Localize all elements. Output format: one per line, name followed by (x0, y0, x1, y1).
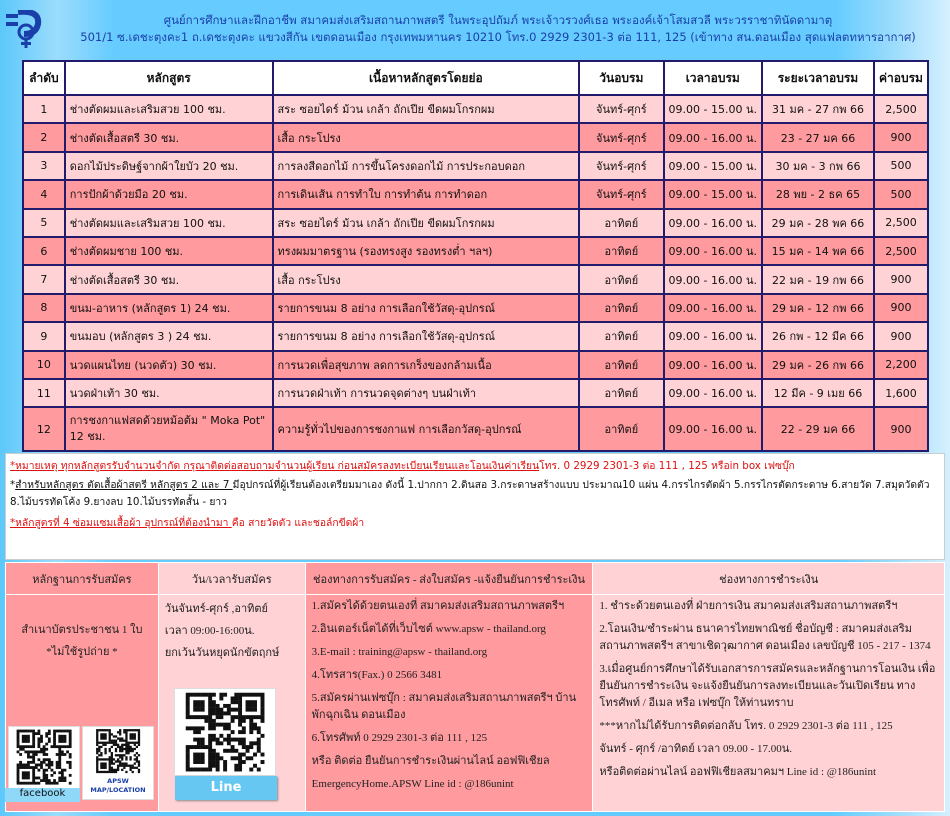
header-address: 501/1 ซ.เดชะตุงคะ1 ถ.เดชะตุงคะ แขวงสีกัน เขตดอนเมือง กรุงเทพมหานคร 10210 โทร.0 2929 2301-3 ต่อ 111, 125 (เข้าทาง สน.ดอนเมือง สุดแฟลตทหารอากาศ) (80, 30, 916, 44)
cell-day: อาทิตย์ (579, 209, 663, 237)
course-row (23, 322, 928, 350)
note-limited-seats (10, 458, 940, 475)
cell-course: ช่างตัดผมและเสริมสวย 100 ชม. (65, 95, 273, 123)
channel-item: หรือ ติดต่อ ยืนยันการชำระเงินผ่านไลน์ ออฟฟิเชียล (311, 755, 550, 767)
header-hours: วัน/เวลารับสมัคร (158, 563, 305, 595)
evidence-no-photo: *ไม่ใช้รูปถ่าย * (46, 646, 118, 658)
cell-no: 2 (23, 123, 65, 151)
cell-period: 15 มค - 14 พค 66 (762, 237, 874, 265)
col-header-period: ระยะเวลาอบรม (762, 61, 874, 95)
cell-content: ความรู้ทั่วไปของการชงกาแฟ การเลือกวัสดุ-อุปกรณ์ (273, 407, 580, 451)
cell-day: อาทิตย์ (579, 237, 663, 265)
course-row (23, 123, 928, 151)
cell-period: 12 มีค - 9 เมย 66 (762, 379, 874, 407)
association-logo-icon (6, 10, 42, 50)
cell-content: สระ ซอยไดร์ ม้วน เกล้า ถักเปีย ขีดผมโกรกผม (273, 95, 580, 123)
course-row (23, 265, 928, 293)
col-header-time: เวลาอบรม (664, 61, 762, 95)
cell-period: 22 มค - 19 กพ 66 (762, 265, 874, 293)
cell-fee: 2,500 (874, 237, 928, 265)
cell-time: 09.00 - 16.00 น. (664, 322, 762, 350)
notes-box (5, 453, 945, 560)
cell-content: เสื้อ กระโปรง (273, 123, 580, 151)
header-evidence: หลักฐานการรับสมัคร (6, 563, 159, 595)
cell-day: อาทิตย์ (579, 351, 663, 379)
cell-time: 09.00 - 16.00 น. (664, 294, 762, 322)
payment-item: 1. ชำระด้วยตนเองที่ ฝ่ายการเงิน สมาคมส่งเสริมสถานภาพสตรีฯ (599, 600, 898, 612)
cell-day: จันทร์-ศุกร์ (579, 123, 663, 151)
cell-no: 3 (23, 152, 65, 180)
course-table (22, 60, 929, 452)
cell-fee: 2,500 (874, 95, 928, 123)
cell-content: การนวดฝ่าเท้า การนวดจุดต่างๆ บนฝ่าเท้า (273, 379, 580, 407)
line-qr-code[interactable] (174, 688, 276, 776)
col-header-day: วันอบรม (579, 61, 663, 95)
cell-period: 26 กพ - 12 มีค 66 (762, 322, 874, 350)
cell-course: การปักผ้าด้วยมือ 20 ชม. (65, 180, 273, 208)
cell-no: 9 (23, 322, 65, 350)
course-row (23, 95, 928, 123)
course-row (23, 351, 928, 379)
channel-item: EmergencyHome.APSW Line id : @186unint (311, 778, 514, 790)
cell-day: จันทร์-ศุกร์ (579, 95, 663, 123)
cell-content: สระ ซอยไดร์ ม้วน เกล้า ถักเปีย ขีดผมโกรกผม (273, 209, 580, 237)
cell-period: 28 พย - 2 ธค 65 (762, 180, 874, 208)
cell-day: อาทิตย์ (579, 294, 663, 322)
cell-period: 29 มค - 12 กพ 66 (762, 294, 874, 322)
cell-fee: 2,500 (874, 209, 928, 237)
table-header-row (23, 61, 928, 95)
col-header-course: หลักสูตร (65, 61, 273, 95)
cell-time: 09.00 - 15.00 น. (664, 180, 762, 208)
channel-item[interactable]: 3.E-mail : training@apsw - thailand.org (311, 646, 488, 658)
cell-no: 4 (23, 180, 65, 208)
hours-except: ยกเว้นวันหยุดนักขัตฤกษ์ (164, 647, 280, 659)
cell-course: การชงกาแฟสดด้วยหม้อต้ม " Moka Pot" 12 ชม. (65, 407, 273, 451)
payment-item: หรือติดต่อผ่านไลน์ ออฟฟิเชียลสมาคมฯ Line id : @186unint (599, 766, 877, 778)
cell-course: ช่างตัดผมและเสริมสวย 100 ชม. (65, 209, 273, 237)
payment-item: 3.เมื่อศูนย์การศึกษาได้รับเอกสารการสมัครและหลักฐานการโอนเงิน เพื่อยืนยันการชำระเงิน จะแจ้งยืนยันการลงทะเบียนและวันเปิดเรียน ทาง โทรศัพท์ / อีเมล หรือ เฟซบุ๊ก ให้ท่านทราบ (599, 663, 936, 709)
cell-content: รายการขนม 8 อย่าง การเลือกใช้วัสดุ-อุปกรณ์ (273, 322, 580, 350)
channel-item: 4.โทรสาร(Fax.) 0 2566 3481 (311, 669, 443, 681)
cell-no: 6 (23, 237, 65, 265)
header-organization: ศูนย์การศึกษาและฝึกอาชีพ สมาคมส่งเสริมสถานภาพสตรี ในพระอุปถัมภ์ พระเจ้าวรวงศ์เธอ พระองค์เจ้าโสมสวลี พระวรราชาทินัดดามาตุ (163, 13, 833, 27)
cell-no: 7 (23, 265, 65, 293)
channels-cell (305, 595, 593, 812)
col-header-no: ลำดับ (23, 61, 65, 95)
map-location-qr-code[interactable] (82, 726, 154, 800)
cell-day: จันทร์-ศุกร์ (579, 152, 663, 180)
cell-course: นวดฝ่าเท้า 30 ชม. (65, 379, 273, 407)
cell-content: รายการขนม 8 อย่าง การเลือกใช้วัสดุ-อุปกรณ์ (273, 294, 580, 322)
cell-content: การลงสีดอกไม้ การขึ้นโครงดอกไม้ การประกอบดอก (273, 152, 580, 180)
note-course-4 (10, 515, 940, 532)
cell-no: 12 (23, 407, 65, 451)
map-location-label: APSW MAP/LOCATION (90, 777, 146, 794)
cell-day: อาทิตย์ (579, 407, 663, 451)
col-header-content: เนื้อหาหลักสูตรโดยย่อ (273, 61, 580, 95)
course-row (23, 407, 928, 451)
cell-day: อาทิตย์ (579, 322, 663, 350)
channel-item: 5.สมัครผ่านเฟซบุ๊ก : สมาคมส่งเสริมสถานภาพสตรีฯ บ้านพักฉุกเฉิน ดอนเมือง (311, 692, 577, 721)
cell-no: 11 (23, 379, 65, 407)
cell-time: 09.00 - 16.00 น. (664, 379, 762, 407)
note-items: คือ สายวัดตัว และชอล์กขีดผ้า (231, 517, 365, 529)
cell-fee: 900 (874, 322, 928, 350)
payment-cell (593, 595, 945, 812)
header-channels: ช่องทางการรับสมัคร - ส่งใบสมัคร -แจ้งยืนยันการชำระเงิน (305, 563, 593, 595)
cell-day: อาทิตย์ (579, 379, 663, 407)
cell-content: การนวดเพื่อสุขภาพ ลดการเกร็งของกล้ามเนื้อ (273, 351, 580, 379)
cell-no: 1 (23, 95, 65, 123)
cell-time: 09.00 - 15.00 น. (664, 152, 762, 180)
cell-no: 10 (23, 351, 65, 379)
cell-fee: 500 (874, 152, 928, 180)
cell-fee: 900 (874, 123, 928, 151)
cell-period: 31 มค - 27 กพ 66 (762, 95, 874, 123)
cell-time: 09.00 - 16.00 น. (664, 237, 762, 265)
note-contact: โทร. 0 2929 2301-3 ต่อ 111 , 125 หรือin box เฟซบุ๊ก (539, 460, 795, 472)
cell-time: 09.00 - 15.00 น. (664, 95, 762, 123)
cell-day: จันทร์-ศุกร์ (579, 180, 663, 208)
cell-no: 8 (23, 294, 65, 322)
course-row (23, 180, 928, 208)
cell-time: 09.00 - 16.00 น. (664, 351, 762, 379)
channel-item: 6.โทรศัพท์ 0 2929 2301-3 ต่อ 111 , 125 (311, 732, 488, 744)
course-row (23, 294, 928, 322)
line-button[interactable]: Line (175, 776, 277, 800)
course-row (23, 237, 928, 265)
course-row (23, 152, 928, 180)
cell-no: 5 (23, 209, 65, 237)
payment-item: ***หากไม่ได้รับการติดต่อกลับ โทร. 0 2929 2301-3 ต่อ 111 , 125 (599, 720, 893, 732)
cell-fee: 900 (874, 265, 928, 293)
note-sewing-equipment (10, 477, 940, 511)
cell-course: ดอกไม้ประดิษฐ์จากผ้าใยบัว 20 ชม. (65, 152, 273, 180)
cell-content: เสื้อ กระโปรง (273, 265, 580, 293)
cell-fee: 900 (874, 294, 928, 322)
cell-course: นวดแผนไทย (นวดตัว) 30 ชม. (65, 351, 273, 379)
payment-item: 2.โอนเงิน/ชำระผ่าน ธนาคารไทยพาณิชย์ ชื่อบัญชี : สมาคมส่งเสริมสถานภาพสตรีฯ สาขาเชิดวุฒากาศ ดอนเมือง เลขบัญชี 105 - 217 - 1374 (599, 623, 931, 652)
cell-fee: 900 (874, 407, 928, 451)
cell-period: 29 มค - 28 พค 66 (762, 209, 874, 237)
payment-item: จันทร์ - ศุกร์ /อาทิตย์ เวลา 09.00 - 17.00น. (599, 743, 792, 755)
cell-course: ช่างตัดเสื้อสตรี 30 ชม. (65, 123, 273, 151)
col-header-fee: ค่าอบรม (874, 61, 928, 95)
evidence-id-card: สำเนาบัตรประชาชน 1 ใบ (21, 624, 143, 636)
info-header-row (6, 563, 945, 595)
cell-content: ทรงผมมาตรฐาน (รองทรงสูง รองทรงต่ำ ฯลฯ) (273, 237, 580, 265)
channel-item[interactable]: 2.อินเตอร์เน็ตได้ที่เว็บไซต์ www.apsw - thailand.org (311, 623, 546, 635)
cell-period: 29 มค - 26 กพ 66 (762, 351, 874, 379)
note-text: *หมายเหตุ ทุกหลักสูตรรับจำนวนจำกัด กรุณาติดต่อสอบถามจำนวนผู้เรียน ก่อนสมัครลงทะเบียนเรียนและโอนเงินค่าเรียน (10, 460, 540, 472)
cell-day: อาทิตย์ (579, 265, 663, 293)
note-marker: * (10, 479, 16, 491)
cell-fee: 500 (874, 180, 928, 208)
course-row (23, 379, 928, 407)
note-text: *หลักสูตรที่ 4 ซ่อมแซมเสื้อผ้า อุปกรณ์ที่ต้องนำมา (10, 517, 232, 529)
cell-period: 30 มค - 3 กพ 66 (762, 152, 874, 180)
header-payment: ช่องทางการชำระเงิน (593, 563, 945, 595)
page-header (48, 12, 948, 46)
note-equipment-list: มีอุปกรณ์ที่ผู้เรียนต้องเตรียมมาเอง ดังนี้ 1.ปากกา 2.ดินสอ 3.กระดาษสร้างแบบ ประมาณ10 แผ่น 4.กรรไกรตัดผ้า 5.กรรไกรตัดกระดาษ 6.สายวัด 7.สมุดวัดตัว 8.ไม้บรรทัดโค้ง 9.ยางลบ 10.ไม้บรรทัดสั้น - ยาว (10, 479, 930, 508)
cell-course: ขนมอบ (หลักสูตร 3 ) 24 ชม. (65, 322, 273, 350)
cell-period: 22 - 29 มค 66 (762, 407, 874, 451)
cell-time: 09.00 - 16.00 น. (664, 265, 762, 293)
cell-course: ขนม-อาหาร (หลักสูตร 1) 24 ชม. (65, 294, 273, 322)
cell-period: 23 - 27 มค 66 (762, 123, 874, 151)
cell-fee: 1,600 (874, 379, 928, 407)
course-row (23, 209, 928, 237)
cell-time: 09.00 - 16.00 น. (664, 123, 762, 151)
cell-time: 09.00 - 16.00 น. (664, 407, 762, 451)
cell-content: การเดินเส้น การทำใบ การทำต้น การทำดอก (273, 180, 580, 208)
cell-time: 09.00 - 16.00 น. (664, 209, 762, 237)
hours-time: เวลา 09:00-16:00น. (164, 625, 255, 637)
channel-item: 1.สมัครได้ด้วยตนเองที่ สมาคมส่งเสริมสถานภาพสตรีฯ (311, 600, 565, 612)
note-courses: สำหรับหลักสูตร ตัดเสื้อผ้าสตรี หลักสูตร 2 และ 7 (15, 479, 233, 491)
cell-fee: 2,200 (874, 351, 928, 379)
hours-days: วันจันทร์-ศุกร์ ,อาทิตย์ (164, 603, 268, 615)
cell-course: ช่างตัดเสื้อสตรี 30 ชม. (65, 265, 273, 293)
cell-course: ช่างตัดผมชาย 100 ชม. (65, 237, 273, 265)
facebook-label: facebook (5, 788, 80, 802)
